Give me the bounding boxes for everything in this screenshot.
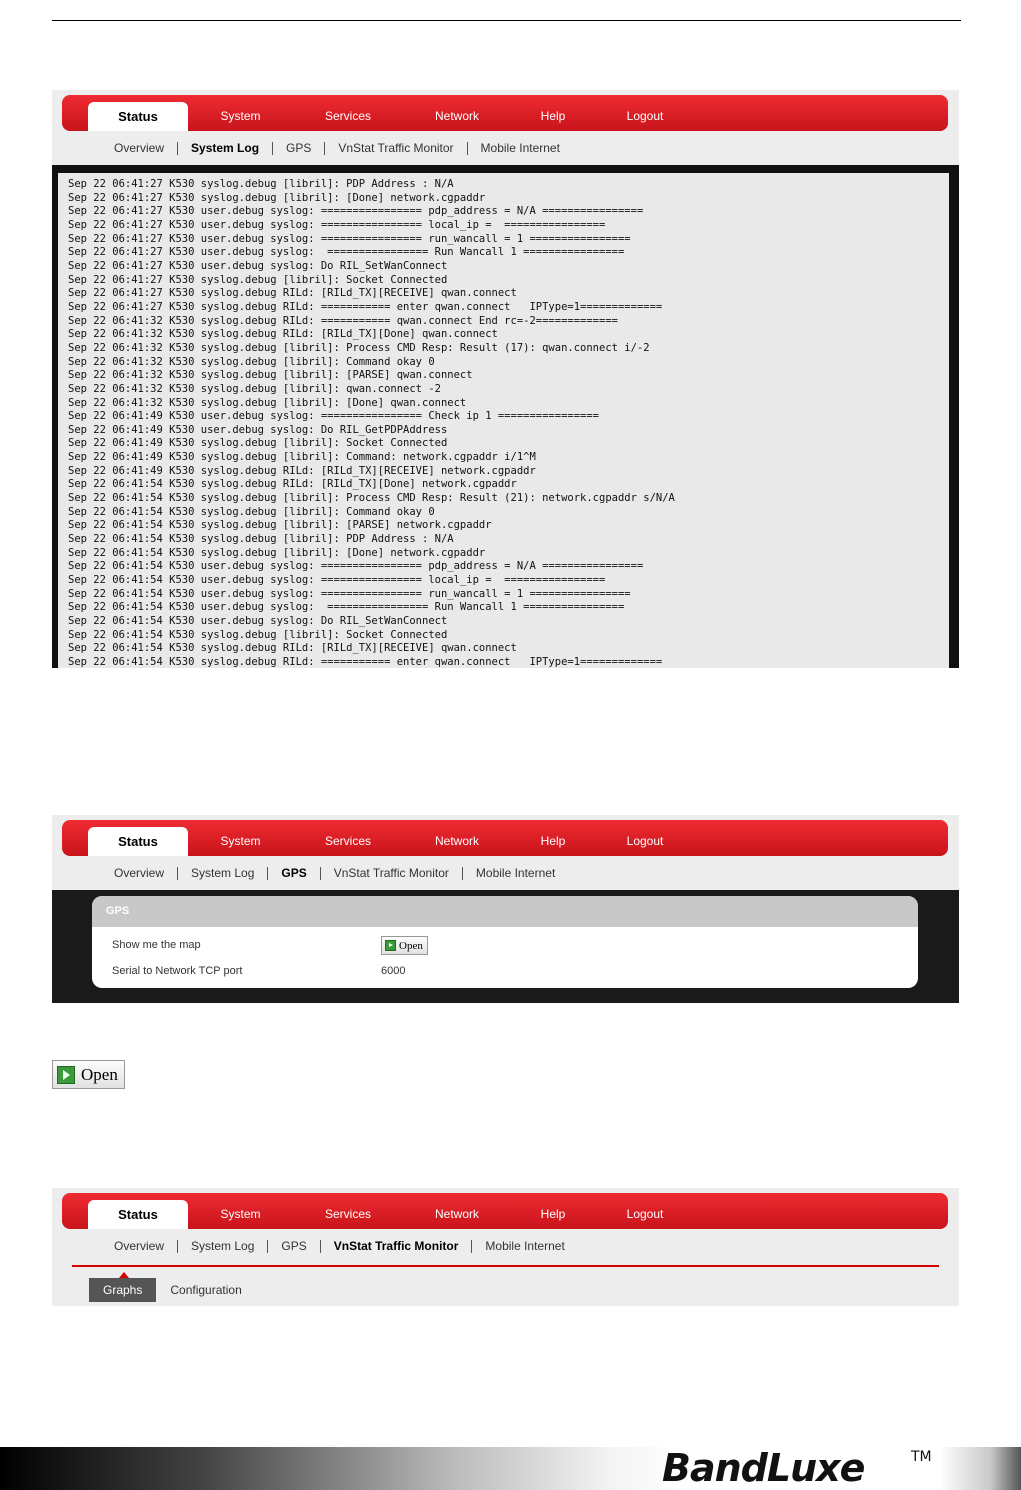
tab-status[interactable]: Status	[88, 827, 188, 856]
open-map-button[interactable]	[381, 936, 428, 955]
log-line: Sep 22 06:41:54 K530 syslog.debug [libril]: Command okay 0	[68, 505, 435, 518]
open-map-button-label: Open	[399, 939, 423, 952]
vnstat-tabs	[89, 1278, 256, 1302]
log-line: Sep 22 06:41:32 K530 syslog.debug [libril]: Command okay 0	[68, 355, 435, 368]
log-line: Sep 22 06:41:54 K530 syslog.debug RILd: [RILd_TX][RECEIVE] qwan.connect	[68, 642, 517, 655]
tab-system[interactable]: System	[220, 109, 261, 123]
log-line: Sep 22 06:41:49 K530 syslog.debug [libril]: Command: network.cgpaddr i/1^M	[68, 451, 536, 464]
tab-network[interactable]: Network	[434, 834, 479, 848]
log-line: Sep 22 06:41:49 K530 syslog.debug RILd: [RILd_TX][RECEIVE] network.cgpaddr	[68, 464, 536, 477]
tab-system[interactable]: System	[220, 1207, 261, 1221]
log-line: Sep 22 06:41:54 K530 syslog.debug [libril]: [PARSE] network.cgpaddr	[68, 519, 492, 532]
tab-services[interactable]: Services	[324, 834, 371, 848]
gps-screenshot	[52, 815, 959, 1003]
log-line: Sep 22 06:41:32 K530 syslog.debug [libril]: [Done] qwan.connect	[68, 396, 467, 409]
tab-logout[interactable]: Logout	[626, 109, 664, 123]
log-line: Sep 22 06:41:54 K530 syslog.debug [libril]: [Done] network.cgpaddr	[68, 546, 486, 559]
main-tabs	[88, 827, 695, 856]
log-line: Sep 22 06:41:32 K530 syslog.debug [libril]: [PARSE] qwan.connect	[68, 369, 473, 382]
open-button-sample-label: Open	[81, 1064, 118, 1084]
log-line: Sep 22 06:41:27 K530 syslog.debug RILd: [RILd_TX][RECEIVE] qwan.connect	[68, 287, 517, 300]
subnav-mobile-internet[interactable]: Mobile Internet	[467, 142, 573, 155]
main-tabs	[88, 1200, 695, 1229]
subnav-mobile-internet[interactable]: Mobile Internet	[462, 867, 568, 880]
log-line: Sep 22 06:41:32 K530 syslog.debug [libril]: Process CMD Resp: Result (17): qwan.connect i/-2	[68, 341, 650, 354]
log-frame	[52, 165, 959, 668]
tab-help[interactable]: Help	[540, 109, 566, 123]
tab-status[interactable]: Status	[88, 1200, 188, 1229]
map-label: Show me the map	[112, 939, 201, 951]
vnstat-divider	[72, 1265, 939, 1267]
log-textarea[interactable]	[58, 173, 949, 668]
subnav-gps[interactable]: GPS	[272, 142, 324, 155]
tab-help[interactable]: Help	[540, 1207, 566, 1221]
subnav-gps[interactable]: GPS	[267, 1240, 319, 1253]
main-tabs	[88, 102, 695, 131]
subnav-system-log[interactable]: System Log	[177, 867, 267, 880]
log-line: Sep 22 06:41:27 K530 user.debug syslog: ================ local_ip = ================	[68, 218, 606, 231]
subnav-overview[interactable]: Overview	[114, 1239, 165, 1253]
tab-services[interactable]: Services	[324, 109, 371, 123]
play-icon	[57, 1066, 75, 1084]
tab-network[interactable]: Network	[434, 1207, 479, 1221]
system-log-screenshot	[52, 90, 959, 668]
sub-nav	[101, 1240, 578, 1253]
log-line: Sep 22 06:41:49 K530 syslog.debug [libril]: Socket Connected	[68, 437, 448, 450]
tab-logout[interactable]: Logout	[626, 834, 664, 848]
tab-graphs[interactable]: Graphs	[89, 1278, 156, 1302]
log-line: Sep 22 06:41:54 K530 syslog.debug RILd: =========== enter qwan.connect IPType=1=============	[68, 655, 663, 668]
log-line: Sep 22 06:41:54 K530 user.debug syslog: ================ run_wancall = 1 ================	[68, 587, 631, 600]
log-line: Sep 22 06:41:49 K530 user.debug syslog: ================ Check ip 1 ================	[68, 410, 600, 423]
footer-bar	[0, 1447, 1021, 1490]
subnav-gps[interactable]: GPS	[267, 867, 319, 880]
log-line: Sep 22 06:41:54 K530 syslog.debug [libril]: PDP Address : N/A	[68, 533, 454, 546]
tab-status[interactable]: Status	[88, 102, 188, 131]
log-line: Sep 22 06:41:54 K530 user.debug syslog: Do RIL_SetWanConnect	[68, 615, 448, 627]
bandluxe-logo: BandLuxe	[662, 1446, 865, 1490]
open-button-icon-sample	[52, 1060, 125, 1089]
tab-network[interactable]: Network	[434, 109, 479, 123]
gps-section	[92, 896, 918, 988]
log-line: Sep 22 06:41:27 K530 user.debug syslog: ================ pdp_address = N/A ================	[68, 205, 644, 218]
subnav-overview[interactable]: Overview	[114, 866, 165, 880]
tcp-port-label: Serial to Network TCP port	[112, 965, 243, 977]
play-icon	[385, 940, 396, 951]
log-line: Sep 22 06:41:49 K530 user.debug syslog: Do RIL_GetPDPAddress	[68, 423, 448, 436]
top-rule	[52, 20, 961, 21]
subnav-system-log[interactable]: System Log	[177, 142, 272, 155]
log-line: Sep 22 06:41:54 K530 user.debug syslog: ================ Run Wancall 1 ================	[68, 601, 625, 614]
subnav-vnstat[interactable]: VnStat Traffic Monitor	[324, 142, 466, 155]
sub-nav	[101, 142, 573, 155]
log-line: Sep 22 06:41:27 K530 syslog.debug [libril]: PDP Address : N/A	[68, 178, 454, 190]
sub-nav	[101, 867, 568, 880]
subnav-mobile-internet[interactable]: Mobile Internet	[471, 1240, 577, 1253]
log-line: Sep 22 06:41:32 K530 syslog.debug RILd: [RILd_TX][Done] qwan.connect	[68, 328, 498, 341]
subnav-system-log[interactable]: System Log	[177, 1240, 267, 1253]
log-line: Sep 22 06:41:27 K530 syslog.debug [libril]: Socket Connected	[68, 273, 448, 286]
log-line: Sep 22 06:41:27 K530 syslog.debug RILd: =========== enter qwan.connect IPType=1=============	[68, 300, 663, 313]
log-line: Sep 22 06:41:54 K530 user.debug syslog: ================ local_ip = ================	[68, 574, 606, 587]
log-line: Sep 22 06:41:27 K530 user.debug syslog: Do RIL_SetWanConnect	[68, 259, 448, 272]
tab-logout[interactable]: Logout	[626, 1207, 664, 1221]
gps-frame	[52, 890, 959, 1003]
log-line: Sep 22 06:41:27 K530 user.debug syslog: ================ Run Wancall 1 ================	[68, 246, 625, 259]
log-line: Sep 22 06:41:54 K530 syslog.debug [libril]: Process CMD Resp: Result (21): network.cgpaddr s/N/A	[68, 492, 675, 505]
log-line: Sep 22 06:41:54 K530 syslog.debug RILd: [RILd_TX][Done] network.cgpaddr	[68, 478, 517, 491]
log-line: Sep 22 06:41:54 K530 user.debug syslog: ================ pdp_address = N/A ================	[68, 560, 644, 573]
vnstat-screenshot	[52, 1188, 959, 1306]
log-line: Sep 22 06:41:27 K530 syslog.debug [libril]: [Done] network.cgpaddr	[68, 191, 486, 204]
log-lines	[68, 178, 949, 668]
log-line: Sep 22 06:41:32 K530 syslog.debug [libril]: qwan.connect -2	[68, 382, 441, 395]
tab-services[interactable]: Services	[324, 1207, 371, 1221]
log-line: Sep 22 06:41:32 K530 syslog.debug RILd: =========== qwan.connect End rc=-2=============	[68, 314, 618, 327]
tab-help[interactable]: Help	[540, 834, 566, 848]
tab-configuration[interactable]: Configuration	[170, 1283, 242, 1297]
log-line: Sep 22 06:41:54 K530 syslog.debug [libril]: Socket Connected	[68, 628, 448, 641]
tcp-port-value: 6000	[381, 965, 406, 977]
trademark-mark: TM	[911, 1449, 932, 1465]
log-line: Sep 22 06:41:27 K530 user.debug syslog: ================ run_wancall = 1 ================	[68, 232, 631, 245]
subnav-vnstat[interactable]: VnStat Traffic Monitor	[320, 867, 462, 880]
tab-system[interactable]: System	[220, 834, 261, 848]
subnav-overview[interactable]: Overview	[114, 141, 165, 155]
subnav-vnstat[interactable]: VnStat Traffic Monitor	[320, 1240, 472, 1253]
gps-section-header: GPS	[92, 896, 918, 927]
